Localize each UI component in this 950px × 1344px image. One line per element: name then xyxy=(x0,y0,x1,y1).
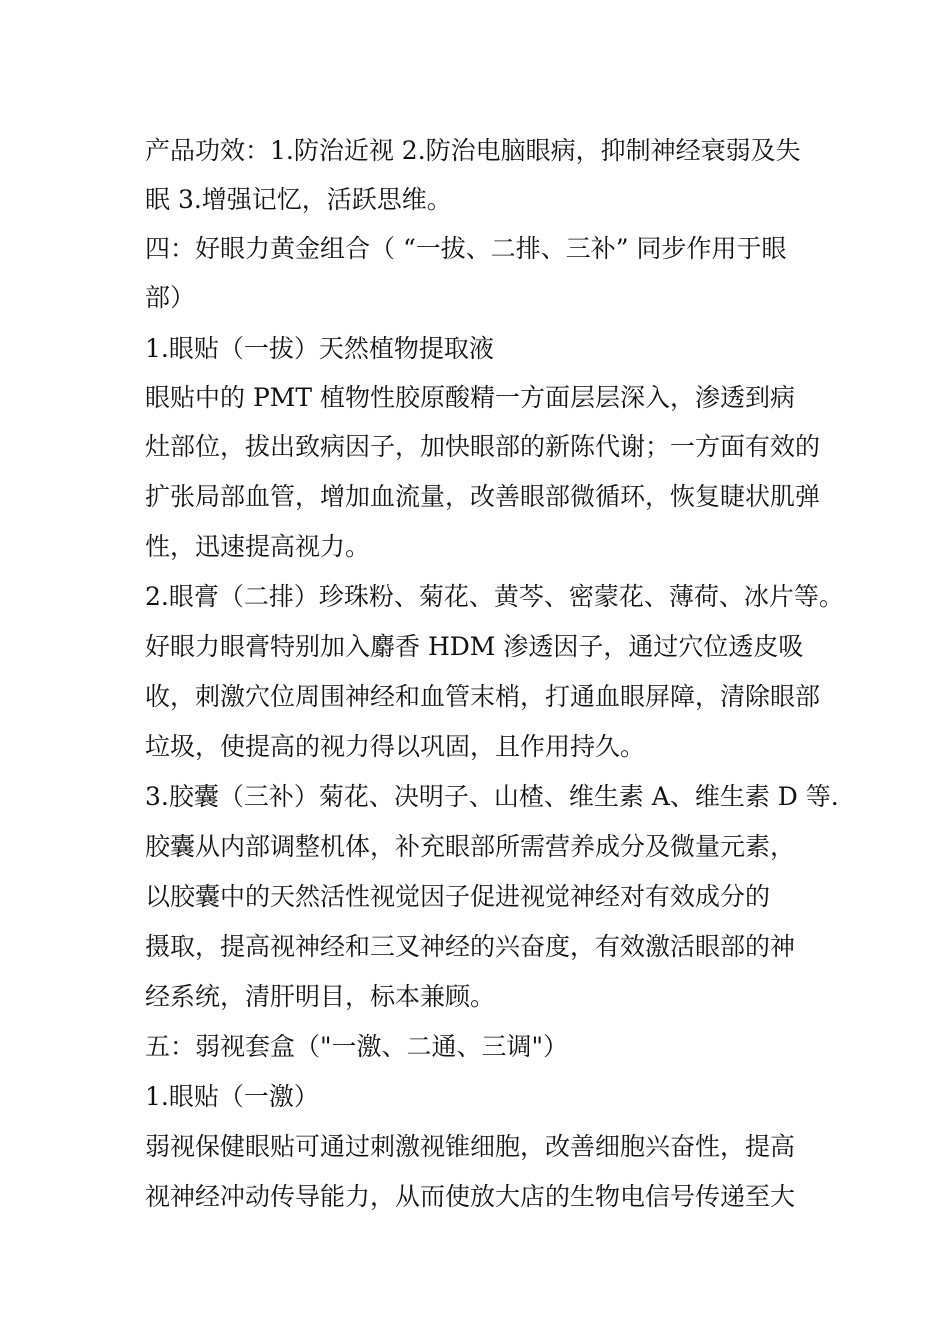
text-line: 垃圾，使提高的视力得以巩固，且作用持久。 xyxy=(145,732,646,761)
text-line: 摄取，提高视神经和三叉神经的兴奋度，有效激活眼部的神 xyxy=(145,932,796,961)
item-heading: 2.眼膏（二排）珍珠粉、菊花、黄芩、密蒙花、薄荷、冰片等。 xyxy=(145,582,844,611)
text-line: 以胶囊中的天然活性视觉因子促进视觉神经对有效成分的 xyxy=(145,882,771,911)
item-heading: 3.胶囊（三补）菊花、决明子、山楂、维生素 A、维生素 D 等. xyxy=(145,782,839,811)
text-line: 扩张局部血管，增加血流量，改善眼部微循环，恢复睫状肌弹 xyxy=(145,482,821,511)
text-line: 性，迅速提高视力。 xyxy=(145,532,371,561)
text-line: 视神经冲动传导能力，从而使放大店的生物电信号传递至大 xyxy=(145,1182,796,1211)
section-heading: 四：好眼力黄金组合（ “一拔、二排、三补” 同步作用于眼 xyxy=(145,234,787,263)
text-line: 弱视保健眼贴可通过刺激视锥细胞，改善细胞兴奋性，提高 xyxy=(145,1132,796,1161)
text-line: 胶囊从内部调整机体，补充眼部所需营养成分及微量元素， xyxy=(145,832,796,861)
text-line: 收，刺激穴位周围神经和血管末梢，打通血眼屏障，清除眼部 xyxy=(145,682,821,711)
text-line: 好眼力眼膏特别加入麝香 HDM 渗透因子，通过穴位透皮吸 xyxy=(145,632,804,661)
text-line: 眠 3.增强记忆，活跃思维。 xyxy=(145,185,452,214)
text-line: 部） xyxy=(145,283,196,312)
section-heading: 五：弱视套盒（"一激、二通、三调"） xyxy=(145,1032,568,1061)
item-heading: 1.眼贴（一拔）天然植物提取液 xyxy=(145,334,494,363)
text-line: 眼贴中的 PMT 植物性胶原酸精一方面层层深入，渗透到病 xyxy=(145,383,795,412)
text-line: 经系统，清肝明目，标本兼顾。 xyxy=(145,982,496,1011)
text-line: 产品功效：1.防治近视 2.防治电脑眼病，抑制神经衰弱及失 xyxy=(145,136,801,165)
text-line: 灶部位，拔出致病因子，加快眼部的新陈代谢；一方面有效的 xyxy=(145,432,821,461)
item-heading: 1.眼贴（一激） xyxy=(145,1082,319,1111)
